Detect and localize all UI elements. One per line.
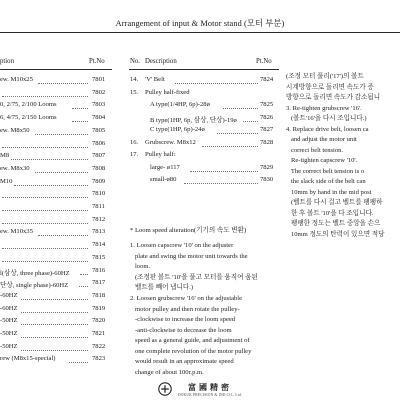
leader-dots — [72, 121, 88, 122]
left-part-description: -50HZ — [0, 342, 18, 350]
right-instruction-line: and adjust the motor unit — [286, 136, 357, 143]
mid-header-ptno: Pt.No — [256, 58, 272, 65]
left-part-description: 6, 4/75, 2/150 Looms — [0, 114, 57, 122]
mid-part-no: 16. — [130, 138, 139, 146]
leader-dots — [69, 362, 88, 363]
leader-dots — [21, 324, 88, 325]
mid-part-no: 17. — [130, 151, 139, 158]
speed-alteration-heading: * Loom speed alteration(기기의 속도 변환) — [130, 227, 247, 234]
title-rule — [0, 32, 400, 33]
left-part-number: 7809 — [92, 177, 106, 185]
leader-dots — [72, 108, 88, 109]
left-part-number: 7814 — [92, 241, 106, 249]
right-instruction-line: The correct belt tension is o — [286, 167, 365, 175]
left-part-number: 7811 — [92, 203, 105, 210]
right-instruction-line: (볼트'16'을 다시 조입니다.) — [286, 115, 367, 122]
mid-part-description: Grubscrew. M8x12 — [145, 138, 196, 146]
leader-dots — [2, 261, 88, 262]
leader-dots — [80, 274, 88, 275]
mid-part-description: Pulley half-fixed — [145, 88, 190, 96]
right-instruction-line: 10mm by hand in the mid posi — [286, 188, 372, 196]
step-2-line: -clockwise to increase the loom speed — [130, 316, 236, 323]
leader-dots — [190, 171, 258, 172]
mid-part-number: 7826 — [260, 113, 274, 121]
left-part-number: 7804 — [92, 114, 106, 122]
step-2-line: one complete revolution of the motor pulley — [130, 347, 252, 355]
right-instruction-line: 10mm 정도의 탄력이 있으면 적당 — [286, 230, 385, 238]
leader-dots — [184, 183, 258, 184]
left-part-number: 7803 — [92, 101, 106, 109]
left-part-description: ew. M10x35 — [0, 228, 33, 236]
leader-dots — [38, 235, 88, 236]
step-2-line: would result in an approximate speed — [130, 358, 234, 365]
left-part-number: 7813 — [92, 228, 106, 236]
mid-part-description: A type(1/4HP, 6p)-28ø — [150, 101, 210, 108]
leader-dots — [11, 159, 88, 160]
left-part-description: 단상, single phase)-60HZ — [0, 282, 69, 290]
right-instruction-line: 방향으로 돌리면 속도가 감소됩니 — [286, 94, 381, 101]
left-part-description: l(삼상, three phase)-60HZ — [0, 269, 70, 277]
left-part-number: 7820 — [92, 317, 106, 325]
leader-dots — [2, 147, 88, 148]
right-instructions-column — [286, 72, 384, 240]
leader-dots — [2, 197, 88, 198]
mid-part-description: Pulley half: — [145, 151, 176, 158]
mid-part-number: 7825 — [260, 101, 274, 108]
left-part-number: 7816 — [92, 266, 106, 274]
leader-dots — [2, 223, 88, 224]
mid-part-no: 15. — [130, 88, 139, 96]
right-instruction-line: Re-tighten capscrew '10'. — [286, 157, 358, 164]
leader-dots — [35, 134, 88, 135]
leader-dots — [21, 337, 88, 338]
leader-dots — [202, 146, 258, 147]
left-part-number: 7810 — [92, 190, 106, 198]
leader-dots — [243, 121, 258, 122]
left-part-description: M10 — [0, 177, 13, 185]
mid-part-number: 7824 — [260, 76, 274, 83]
leader-dots — [2, 248, 88, 249]
mid-part-description: C type(1HP, 6p)-24ø — [150, 126, 205, 133]
step-2-line: change of about 100r.p.m. — [130, 368, 204, 376]
leader-dots — [21, 350, 88, 351]
mid-part-number: 7828 — [260, 138, 274, 146]
step-1-line: 1. Loosen capscrew '10' on the adjuster — [130, 242, 234, 249]
mid-part-description: 'V' Belt — [145, 76, 165, 83]
leader-dots — [79, 286, 88, 287]
right-instruction-line: 4. Replace drive belt, loosen ca — [286, 125, 369, 133]
mid-part-no: 14. — [130, 76, 139, 83]
right-instruction-line: correct belt tension. — [286, 146, 344, 154]
step-2-line: 2. Loosen grubscrew '16' on the adjustable — [130, 295, 243, 302]
left-part-description: -50HZ — [0, 317, 18, 325]
mid-part-description: small-ø80 — [150, 176, 177, 183]
step-1-line: 벨트를 빼어 냅니다.) — [130, 284, 194, 291]
left-part-number: 7821 — [92, 330, 106, 337]
leader-dots — [2, 210, 88, 211]
mid-header-description: Description — [145, 58, 177, 65]
leader-dots — [14, 185, 88, 186]
left-part-description: ew. M10x25 — [0, 76, 33, 83]
leader-dots — [21, 312, 88, 313]
step-1-line: (조정판 볼트 '10'을 풀고 모터를 움직여 움된 — [130, 273, 258, 281]
left-header-rule — [0, 69, 112, 70]
right-instruction-line: 3. Re-tighten grubscrew '16'. — [286, 104, 362, 112]
left-part-number: 7812 — [92, 215, 106, 223]
brand-name-english: DOKUK PRECISION & IND.CO., Ltd. — [177, 392, 243, 397]
mid-header-rule — [129, 69, 279, 70]
left-header-description: ption — [0, 58, 14, 65]
left-part-number: 7823 — [92, 355, 106, 363]
left-part-number: 7802 — [92, 88, 106, 96]
mid-part-description: large- ø117 — [150, 163, 180, 171]
left-part-number: 7808 — [92, 164, 106, 172]
left-part-description: ew. M8x50 — [0, 126, 30, 134]
right-instruction-line: (벨트를 다시 걸고 벨트를 팽팽하 — [286, 199, 383, 206]
leader-dots — [175, 83, 258, 84]
left-part-number: 7822 — [92, 342, 106, 350]
step-1-text — [130, 241, 258, 294]
left-part-description: ew. M8x30 — [0, 164, 30, 172]
mid-part-number: 7829 — [260, 163, 274, 171]
right-instruction-line: 시계방향으로 돌리면 속도가 증 — [286, 83, 374, 91]
leader-dots — [217, 133, 258, 134]
left-part-number: 7807 — [92, 152, 106, 160]
page-title: Arrangement of input & Motor stand (모터 부분) — [115, 19, 285, 28]
left-part-number: 7801 — [92, 76, 106, 83]
right-instruction-line: (조정 모터 풀리('17')의 볼트 — [286, 73, 364, 80]
left-header-ptno: Pt.No — [89, 58, 105, 65]
footer-brand — [0, 380, 400, 398]
step-2-line: motor pulley and then rotate the pulley- — [130, 305, 240, 313]
right-instruction-line: 팽팽한 정도는 벨트 중앙을 손으 — [286, 220, 381, 227]
right-instruction-line: 한 후 볼트 '10'을 다 조입니다. — [286, 209, 374, 217]
brand-name-korean: 富國精密 — [187, 382, 232, 392]
step-2-text — [130, 294, 251, 378]
left-part-number: 7818 — [92, 291, 106, 299]
leader-dots — [223, 108, 258, 109]
left-part-description: M8 — [0, 152, 10, 160]
mid-header-no: No. — [130, 58, 141, 65]
left-part-description: 0, 2/75, 2/100 Looms — [0, 101, 57, 109]
right-instruction-line: the slack side of the belt can — [286, 178, 366, 185]
left-part-description: -60HZ — [0, 291, 18, 299]
mid-part-number: 7827 — [260, 126, 274, 133]
left-part-description: -50HZ — [0, 330, 18, 337]
step-2-line: -anti-clockwise to decrease the loom — [130, 326, 232, 334]
company-logo-icon — [158, 382, 172, 396]
left-part-number: 7805 — [92, 126, 106, 134]
mid-part-description: B type(1HP, 6p, 삼상, 단상)-19ø — [150, 116, 237, 124]
step-1-line: plate and swing the motor unit towards the — [130, 252, 248, 260]
left-part-number: 7806 — [92, 139, 106, 147]
leader-dots — [35, 172, 88, 173]
left-part-number: 7819 — [92, 304, 106, 312]
step-1-line: loom. — [130, 263, 151, 270]
mid-part-number: 7830 — [260, 176, 274, 183]
left-part-number: 7817 — [92, 279, 106, 287]
left-part-description: rew (M8x15-special) — [0, 355, 56, 363]
leader-dots — [38, 83, 88, 84]
leader-dots — [2, 96, 88, 97]
leader-dots — [21, 299, 88, 300]
step-2-line: speed as a general guide, and adjustment of — [130, 337, 250, 344]
left-part-description: -60HZ — [0, 304, 18, 312]
left-part-number: 7815 — [92, 253, 106, 261]
